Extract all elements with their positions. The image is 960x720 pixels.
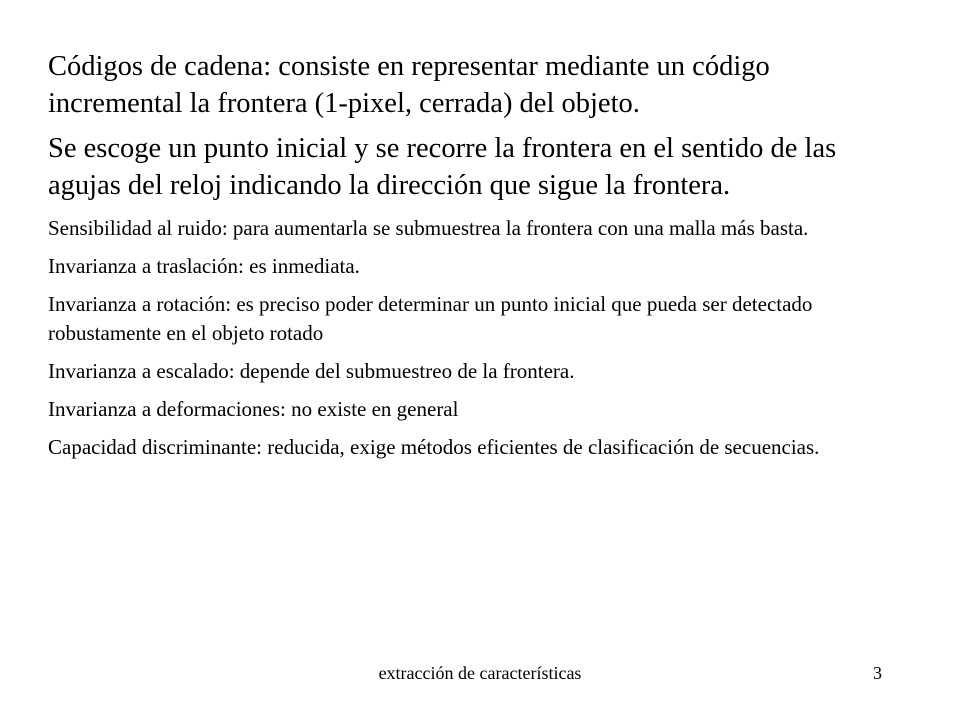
- page-number: 3: [873, 663, 882, 683]
- slide-body: [48, 48, 898, 471]
- paragraph-deformation-invariance: Invarianza a deformaciones: no existe en general: [48, 397, 459, 421]
- paragraph-chain-codes-definition: Códigos de cadena: consiste en representar mediante un código incremental la frontera (1-pixel, cerrada) del objeto.: [48, 51, 770, 119]
- paragraph-scale-invariance: Invarianza a escalado: depende del submuestreo de la frontera.: [48, 359, 575, 383]
- footer-title: extracción de características: [378, 663, 582, 683]
- paragraph-translation-invariance: Invarianza a traslación: es inmediata.: [48, 254, 360, 278]
- paragraph-starting-point: Se escoge un punto inicial y se recorre la frontera en el sentido de las agujas del reloj indicando la dirección que sigue la frontera.: [48, 133, 837, 201]
- paragraph-noise-sensitivity: Sensibilidad al ruido: para aumentarla se submuestrea la frontera con una malla más basta.: [48, 216, 809, 240]
- paragraph-rotation-invariance: Invarianza a rotación: es preciso poder determinar un punto inicial que pueda ser detectado robustamente en el objeto rotado: [48, 292, 813, 345]
- paragraph-discriminant-capacity: Capacidad discriminante: reducida, exige métodos eficientes de clasificación de secuencias.: [48, 435, 820, 459]
